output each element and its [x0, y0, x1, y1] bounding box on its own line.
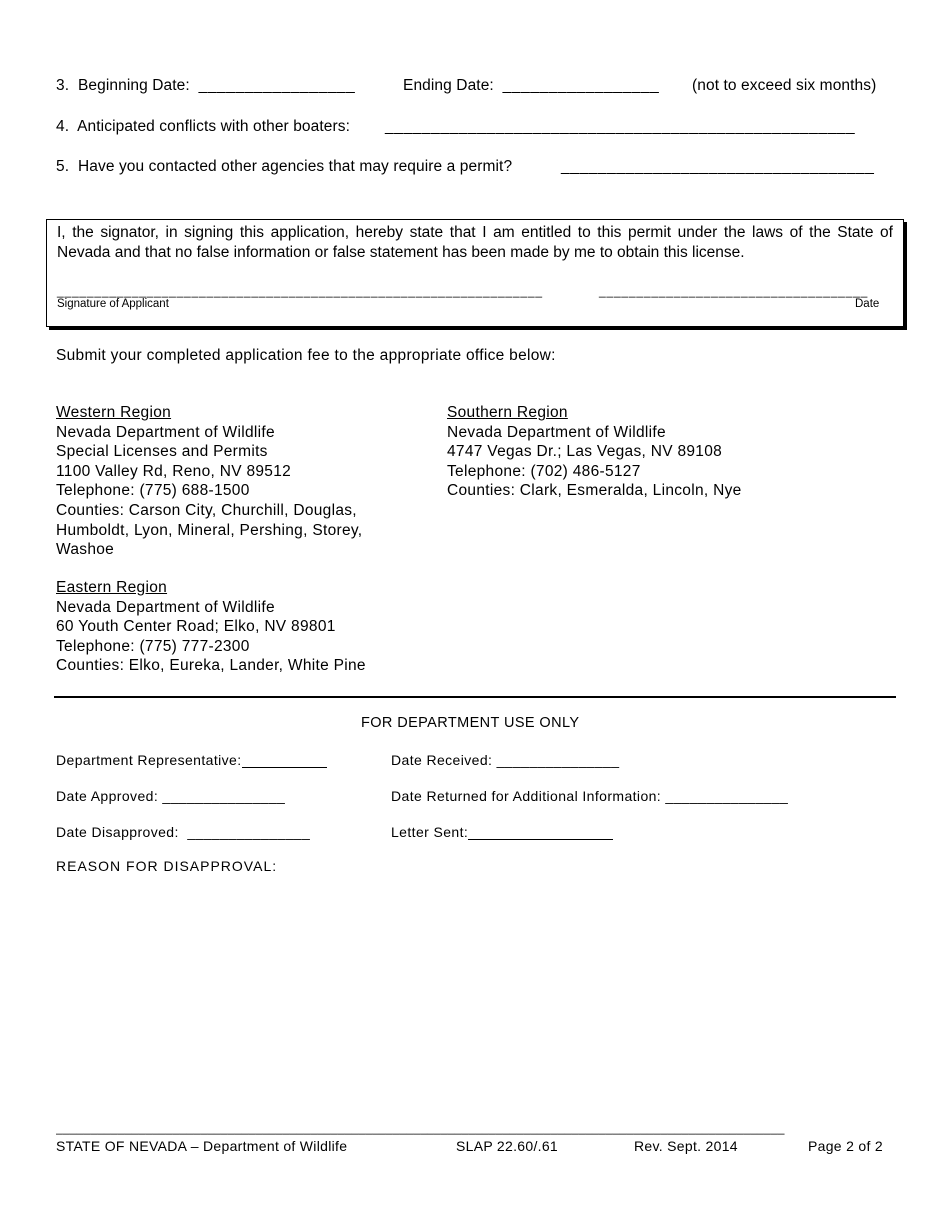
- address-line: Counties: Elko, Eureka, Lander, White Pine: [56, 657, 366, 675]
- address-line: Nevada Department of Wildlife: [56, 598, 275, 616]
- department-rep-row: [56, 752, 327, 768]
- southern-region-title: Southern Region: [447, 404, 568, 421]
- footer-form-number: SLAP 22.60/.61: [456, 1138, 559, 1154]
- eastern-region-title: Eastern Region: [56, 579, 168, 596]
- other-agencies-label: Have you contacted other agencies that may require a permit?: [77, 158, 513, 175]
- section-divider: [54, 696, 896, 698]
- department-rep-field[interactable]: [242, 753, 327, 768]
- footer-rule: __________________________________________________________________________________________________________: [56, 1121, 785, 1135]
- letter-sent-label: Letter Sent:: [391, 824, 469, 840]
- address-line: Special Licenses and Permits: [56, 443, 268, 461]
- ending-date-group: [403, 77, 659, 95]
- question-5-row: [56, 158, 512, 176]
- address-line: 60 Youth Center Road; Elko, NV 89801: [56, 618, 336, 636]
- date-disapproved-row: [56, 824, 310, 840]
- date-returned-row: [391, 788, 788, 804]
- footer-agency: STATE OF NEVADA – Department of Wildlife: [56, 1138, 348, 1154]
- western-region-title: Western Region: [56, 404, 172, 421]
- question-number: 4.: [56, 118, 70, 135]
- signature-field[interactable]: _________________________________________________________________: [57, 284, 543, 298]
- certification-statement: I, the signator, in signing this application, hereby state that I am entitled to this permit under the laws of the State of Nevada and that no false information or false statement has been made by me to obtain this license.: [57, 224, 893, 261]
- question-number: 5.: [56, 158, 70, 175]
- signature-label: Signature of Applicant: [57, 298, 169, 310]
- address-line: Telephone: (702) 486-5127: [447, 462, 641, 480]
- question-3-row: [56, 77, 355, 95]
- date-received-field[interactable]: _______________: [496, 752, 620, 768]
- submit-instruction: Submit your completed application fee to the appropriate office below:: [56, 347, 556, 364]
- date-approved-field[interactable]: _______________: [162, 788, 286, 804]
- ending-date-label: Ending Date:: [403, 77, 494, 94]
- date-field[interactable]: ____________________________________: [599, 284, 869, 298]
- footer-revision: Rev. Sept. 2014: [634, 1138, 738, 1154]
- conflicts-field[interactable]: ___________________________________________________: [385, 118, 856, 135]
- ending-date-field[interactable]: _________________: [502, 77, 660, 94]
- department-use-heading: FOR DEPARTMENT USE ONLY: [361, 715, 580, 731]
- reason-for-disapproval-label: REASON FOR DISAPPROVAL:: [56, 858, 278, 874]
- letter-sent-field[interactable]: [468, 825, 613, 840]
- date-received-label: Date Received:: [391, 752, 493, 768]
- western-region-block: [56, 403, 362, 560]
- date-approved-row: [56, 788, 285, 804]
- letter-sent-row: [391, 824, 613, 840]
- date-returned-field[interactable]: _______________: [665, 788, 789, 804]
- address-line: Counties: Carson City, Churchill, Douglas,: [56, 501, 357, 519]
- address-line: Nevada Department of Wildlife: [447, 423, 666, 441]
- address-line: Nevada Department of Wildlife: [56, 423, 275, 441]
- question-4-row: [56, 118, 350, 136]
- footer-page-number: Page 2 of 2: [808, 1138, 883, 1154]
- certification-box: [46, 219, 904, 327]
- conflicts-label: Anticipated conflicts with other boaters:: [77, 118, 351, 135]
- address-line: Telephone: (775) 688-1500: [56, 482, 250, 500]
- address-line: 4747 Vegas Dr.; Las Vegas, NV 89108: [447, 443, 723, 461]
- address-line: 1100 Valley Rd, Reno, NV 89512: [56, 462, 292, 480]
- date-disapproved-field[interactable]: _______________: [187, 824, 311, 840]
- date-disapproved-label: Date Disapproved:: [56, 824, 179, 840]
- southern-region-block: [447, 403, 742, 501]
- department-rep-label: Department Representative:: [56, 752, 242, 768]
- address-line: Counties: Clark, Esmeralda, Lincoln, Nye: [447, 482, 742, 500]
- date-label: Date: [855, 298, 880, 310]
- duration-note: (not to exceed six months): [692, 77, 877, 94]
- eastern-region-block: [56, 578, 366, 676]
- address-line: Humboldt, Lyon, Mineral, Pershing, Storey,: [56, 521, 363, 539]
- address-line: Telephone: (775) 777-2300: [56, 637, 250, 655]
- date-received-row: [391, 752, 619, 768]
- address-line: Washoe: [56, 541, 115, 559]
- question-number: 3.: [56, 77, 70, 94]
- beginning-date-label: Beginning Date:: [77, 77, 190, 94]
- beginning-date-field[interactable]: _________________: [198, 77, 356, 94]
- date-returned-label: Date Returned for Additional Information:: [391, 788, 662, 804]
- date-approved-label: Date Approved:: [56, 788, 159, 804]
- other-agencies-field[interactable]: __________________________________: [561, 158, 875, 175]
